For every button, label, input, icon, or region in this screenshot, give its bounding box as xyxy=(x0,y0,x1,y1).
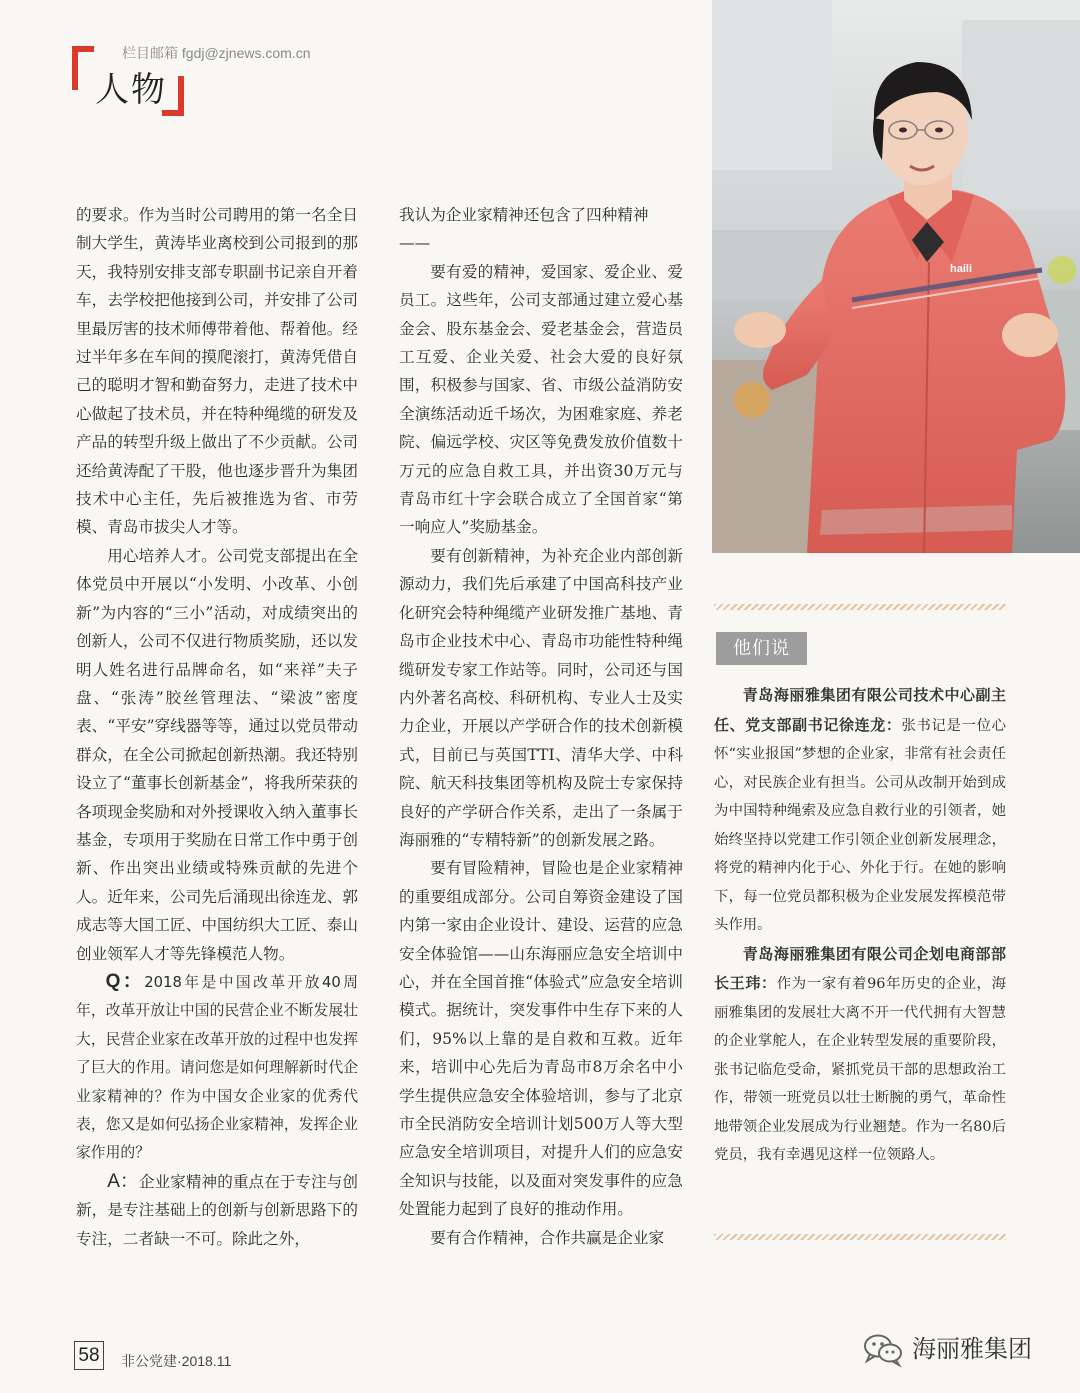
paragraph: 的要求。作为当时公司聘用的第一名全日制大学生，黄涛毕业离校到公司报到的那天，我特别安排支部专职副书记亲自开着车，去学校把他接到公司，并安排了公司里最厉害的技术师傅带着他、帮着他。经过半年多在车间的摸爬滚打，黄涛凭借自己的聪明才智和勤奋努力，走进了技术中心做起了技术员，并在特种绳缆的研发及产品的转型升级上做出了不少贡献。公司还给黄涛配了干股，他也逐步晋升为集团技术中心主任，先后被推选为省、市劳模、青岛市拔尖人才等。 xyxy=(76,206,358,537)
wechat-account-name: 海丽雅集团 xyxy=(912,1335,1032,1363)
article-column-2 xyxy=(399,201,683,1252)
section-label: 他们说 xyxy=(716,632,807,665)
wechat-icon xyxy=(862,1332,904,1372)
column-mailbox: 栏目邮箱 fgdj@zjnews.com.cn xyxy=(122,45,311,61)
article-column-1 xyxy=(76,201,358,1253)
answer-text: 企业家精神的重点在于专注与创新，是专注基础上的创新与创新思路下的专注，二者缺一不可。除此之外， xyxy=(76,1172,358,1248)
page-number: 58 xyxy=(74,1341,104,1370)
quote-1 xyxy=(714,681,1006,940)
paragraph: 要有合作精神，合作共赢是企业家 xyxy=(430,1228,665,1247)
question-block xyxy=(76,968,358,1168)
quote-1-text: 张书记是一位心怀“实业报国”梦想的企业家，非常有社会责任心，对民族企业有担当。公司从改制开始到成为中国特种绳索及应急自救行业的引领者，她始终坚持以党建工作引领企业创新发展理念，将党的精神内化于心、外化于行。在她的影响下，每一位党员都积极为企业发展发挥模范带头作用。 xyxy=(714,717,1006,933)
quote-2 xyxy=(714,940,1006,1170)
paragraph: 用心培养人才。公司党支部提出在全体党员中开展以“小发明、小改革、小创新”为内容的“三小”活动，对成绩突出的创新人，公司不仅进行物质奖励，还以发明人姓名进行品牌命名，如“来祥”夫子盘、“张涛”胶丝管理法、“梁波”密度表、“平安”穿线器等等，通过以党员带动群众，在全公司掀起创新热潮。我还特别设立了“董事长创新基金”，将我所荣获的各项现金奖励和对外授课收入纳入董事长基金，专项用于奖励在日常工作中勇于创新、作出突出业绩或特殊贡献的先进个人。近年来，公司先后涌现出徐连龙、郭成志等大国工匠、中国纺织大工匠、泰山创业领军人才等先锋模范人物。 xyxy=(76,546,358,963)
quote-2-speaker: 青岛海丽雅集团有限公司企划电商部部长王玮： xyxy=(714,944,1006,992)
sidebar-divider-top xyxy=(714,604,1006,610)
jacket-logo: haili xyxy=(950,263,973,275)
dash-line: —— xyxy=(399,234,431,253)
answer-marker: A： xyxy=(107,1170,139,1192)
quote-2-text: 作为一家有着96年历史的企业，海丽雅集团的发展壮大离不开一代代拥有大智慧的企业掌舵人，在企业转型发展的重要阶段，张书记临危受命，紧抓党员干部的思想政治工作，带领一班党员以壮士断腕的勇气，革命性地带领企业发展成为行业翘楚。作为一名80后党员，我有幸遇见这样一位领路人。 xyxy=(714,976,1006,1163)
portrait-illustration xyxy=(712,0,1080,553)
quotes-sidebar xyxy=(714,681,1006,1170)
question-marker: Q： xyxy=(105,970,145,992)
paragraph: 要有冒险精神，冒险也是企业家精神的重要组成部分。公司自筹资金建设了国内第一家由企业设计、建设、运营的应急安全体验馆——山东海丽应急安全培训中心，并在全国首推“体验式”应急安全培训模式。据统计，突发事件中生存下来的人们，95%以上靠的是自救和互救。近年来，培训中心先后为青岛市8万余名中小学生提供应急安全体验培训，参与了北京市全民消防安全培训计划500万人等大型应急安全培训项目，对提升人们的应急安全知识与技能，以及面对突发事件的应急处置能力起到了良好的推动作用。 xyxy=(399,859,683,1219)
magazine-issue: 非公党建·2018.11 xyxy=(121,1353,232,1369)
paragraph: 我认为企业家精神还包含了四种精神 xyxy=(399,206,649,224)
title-bracket-top-left xyxy=(72,46,94,90)
sidebar-divider-bottom xyxy=(714,1234,1006,1240)
paragraph: 要有爱的精神，爱国家、爱企业、爱员工。这些年，公司支部通过建立爱心基金会、股东基金会、爱老基金会，营造员工互爱、企业关爱、社会大爱的良好氛围，积极参与国家、省、市级公益消防安全演练活动近千场次，为困难家庭、养老院、偏远学校、灾区等免费发放价值数十万元的应急自救工具，并出资30万元与青岛市红十字会联合成立了全国首家“第一响应人”奖励基金。 xyxy=(399,262,683,537)
paragraph: 要有创新精神，为补充企业内部创新源动力，我们先后承建了中国高科技产业化研究会特种绳缆产业研发推广基地、青岛市企业技术中心、青岛市功能性特种绳缆研发专家工作站等。同时，公司还与国内外著名高校、科研机构、专业人士及实力企业，开展以产学研合作的技术创新模式，目前已与英国TTI、清华大学、中科院、航天科技集团等机构及院士专家保持良好的产学研合作关系，走出了一条属于海丽雅的“专精特新”的创新发展之路。 xyxy=(399,546,683,849)
portrait-photo xyxy=(712,0,1080,553)
question-text: 2018年是中国改革开放40周年，改革开放让中国的民营企业不断发展壮大，民营企业家在改革开放的过程中也发挥了巨大的作用。请问您是如何理解新时代企业家精神的？作为中国女企业家的优秀代表，您又是如何弘扬企业家精神，发挥企业家作用的？ xyxy=(76,973,358,1162)
quote-1-speaker: 青岛海丽雅集团有限公司技术中心副主任、党支部副书记徐连龙： xyxy=(714,686,1006,734)
answer-block xyxy=(76,1168,358,1253)
column-title: 人物 xyxy=(95,70,167,110)
